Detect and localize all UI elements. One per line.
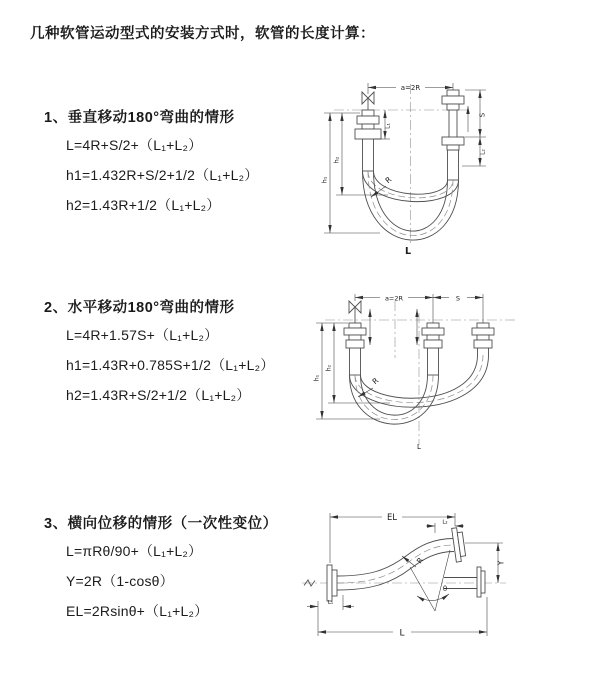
length-label: L [399, 628, 405, 639]
length-label: L [404, 246, 412, 257]
valve-icon [362, 92, 374, 110]
formula-line: L=πRθ/90+（L₁+L₂） [66, 543, 203, 559]
braided-section [448, 150, 459, 180]
formula-line: L=4R+1.57S+（L₁+L₂） [66, 327, 219, 343]
diagram-horizontal-180-bend [310, 283, 590, 458]
dim-label-l1: L₁ [384, 123, 392, 129]
page-title: 几种软管运动型式的安装方式时，软管的长度计算： [30, 26, 375, 42]
dim-label-h1: h₁ [320, 176, 329, 184]
formula-line: h1=1.43R+0.785S+1/2（L₁+L₂） [66, 357, 275, 373]
formula-line: h2=1.43R+1/2（L₁+L₂） [66, 197, 221, 213]
dim-label-el: EL [386, 513, 398, 523]
formula-line: EL=2Rsinθ+（L₁+L₂） [66, 603, 209, 619]
dim-label-a2r: a=2R [384, 294, 404, 303]
dim-label-l1: L₁ [327, 600, 334, 606]
dim-label-a2r: a=2R [400, 84, 421, 92]
braided-section [363, 139, 374, 171]
length-label: L [417, 443, 421, 451]
dimension-lines [324, 83, 486, 233]
braided-section [428, 348, 439, 375]
dimension-lines [313, 294, 483, 419]
formula-line: Y=2R（1-cosθ） [66, 573, 174, 589]
section-lateral-displacement [44, 512, 278, 633]
break-mark [304, 580, 315, 586]
formula-line: h2=1.43R+S/2+1/2（L₁+L₂） [66, 387, 251, 403]
section-horizontal-movement [44, 296, 274, 417]
section-vertical-movement [44, 106, 258, 227]
formula-line: h1=1.432R+S/2+1/2（L₁+L₂） [66, 167, 259, 183]
radius-label: R [414, 555, 426, 566]
dim-label-s: S [455, 294, 461, 303]
dim-label-l2: L₂ [442, 519, 448, 526]
diagram-lateral-displacement [298, 503, 598, 648]
dim-label-y: Y [496, 560, 506, 566]
braided-section [350, 348, 361, 375]
dim-label-h2: h₂ [325, 364, 333, 372]
dim-label-h1: h₁ [313, 374, 321, 382]
angle-label: θ [442, 585, 448, 593]
dim-label-h2: h₂ [332, 156, 341, 164]
diagram-vertical-180-bend [310, 70, 590, 260]
radius-label: R [370, 375, 381, 387]
dim-label-l2: L₂ [479, 149, 487, 155]
section-2-heading: 2、水平移动180°弯曲的情形 [44, 300, 235, 316]
radius-label: R [383, 174, 394, 186]
formula-line: L=4R+S/2+（L₁+L₂） [66, 137, 203, 153]
section-3-heading: 3、横向位移的情形（一次性变位） [44, 516, 278, 532]
dim-label-s: S [478, 112, 487, 118]
section-1-heading: 1、垂直移动180°弯曲的情形 [44, 110, 235, 126]
